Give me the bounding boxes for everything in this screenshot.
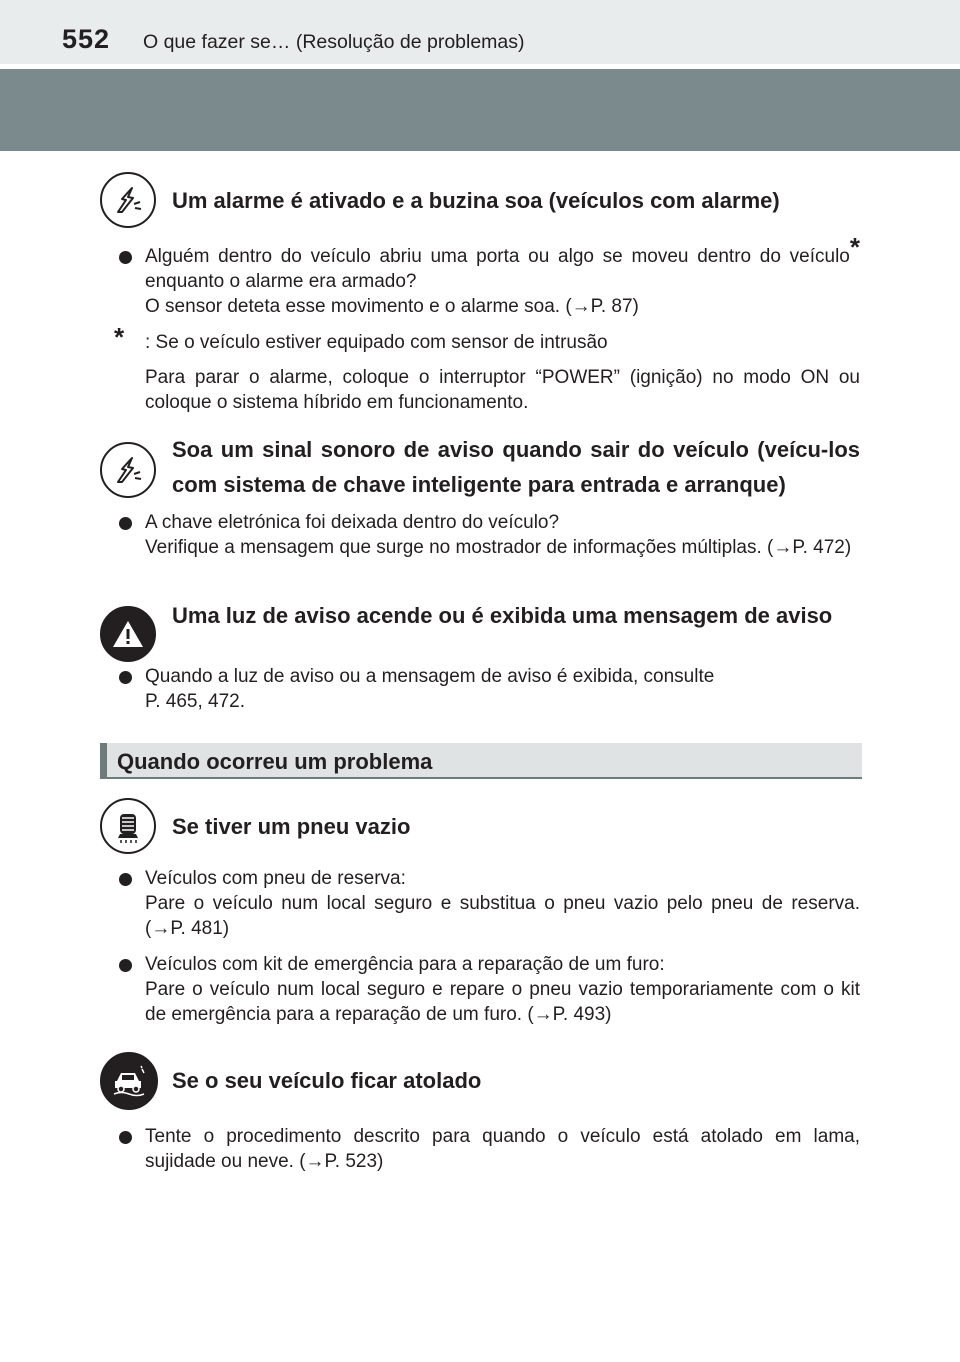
paragraph: Pare o veículo num local seguro e substitua o pneu vazio pelo pneu de reserva. (→P. 481) bbox=[145, 893, 860, 939]
stuck-car-icon bbox=[100, 1052, 158, 1110]
list-item: Veículos com pneu de reserva: bbox=[100, 866, 860, 891]
list-item: Quando a luz de aviso ou a mensagem de aviso é exibida, consulte bbox=[100, 664, 860, 689]
section-title: Se tiver um pneu vazio bbox=[172, 814, 411, 839]
bullet-text-cont: enquanto o alarme era armado? bbox=[145, 271, 417, 292]
section-title: Uma luz de aviso acende ou é exibida uma mensagem de aviso bbox=[172, 603, 833, 628]
section-alarm bbox=[100, 172, 860, 415]
footnote bbox=[100, 322, 860, 355]
section-beep bbox=[100, 432, 860, 560]
section-title: Se o seu veículo ficar atolado bbox=[172, 1068, 482, 1093]
paragraph: Pare o veículo num local seguro e repare o pneu vazio temporariamente com o kit de emergência para a reparação de um furo. (→P. 493) bbox=[145, 979, 860, 1025]
paragraph: P. 465, 472. bbox=[145, 691, 246, 712]
exclamation-triangle-icon bbox=[100, 606, 156, 662]
section-flat-tire bbox=[100, 798, 860, 1027]
footnote-mark: * bbox=[849, 232, 860, 262]
section-title: Soa um sinal sonoro de aviso quando sair do veículo (veícu-los com sistema de chave inteligente para entrada e arranque) bbox=[172, 437, 860, 497]
bullet-text: Alguém dentro do veículo abriu uma porta ou algo se moveu dentro do veículo bbox=[145, 246, 850, 267]
section-beep-heading bbox=[100, 432, 860, 502]
section-warning-light-heading bbox=[100, 598, 860, 658]
page-number: 552 bbox=[62, 24, 111, 54]
footnote-text: : Se o veículo estiver equipado com sensor de intrusão bbox=[145, 332, 608, 353]
section-band bbox=[0, 69, 960, 151]
warning-sparks-icon bbox=[100, 442, 156, 498]
section-banner bbox=[100, 743, 862, 779]
paragraph: O sensor deteta esse movimento e o alarme soa. (→P. 87) bbox=[145, 296, 639, 317]
running-title: O que fazer se… (Resolução de problemas) bbox=[143, 31, 525, 53]
section-flat-tire-heading bbox=[100, 798, 860, 858]
banner-title: Quando ocorreu um problema bbox=[117, 749, 433, 774]
paragraph: Para parar o alarme, coloque o interruptor “POWER” (ignição) no modo ON ou coloque o sistema híbrido em funcionamento. bbox=[145, 367, 860, 413]
section-warning-light bbox=[100, 598, 860, 714]
paragraph: Verifique a mensagem que surge no mostrador de informações múltiplas. (→P. 472) bbox=[145, 537, 852, 558]
footnote-mark: * bbox=[114, 322, 125, 352]
list-item: A chave eletrónica foi deixada dentro do veículo? bbox=[100, 510, 860, 535]
list-item: Veículos com kit de emergência para a reparação de um furo: bbox=[100, 952, 860, 977]
list-item bbox=[100, 232, 860, 294]
section-stuck-heading bbox=[100, 1052, 860, 1112]
section-stuck bbox=[100, 1052, 860, 1174]
warning-sparks-icon bbox=[100, 172, 156, 228]
section-title: Um alarme é ativado e a buzina soa (veículos com alarme) bbox=[172, 188, 780, 213]
section-alarm-heading bbox=[100, 172, 860, 232]
list-item: Tente o procedimento descrito para quando o veículo está atolado em lama, sujidade ou neve. (→P. 523) bbox=[100, 1124, 860, 1174]
flat-tire-icon bbox=[100, 798, 156, 854]
